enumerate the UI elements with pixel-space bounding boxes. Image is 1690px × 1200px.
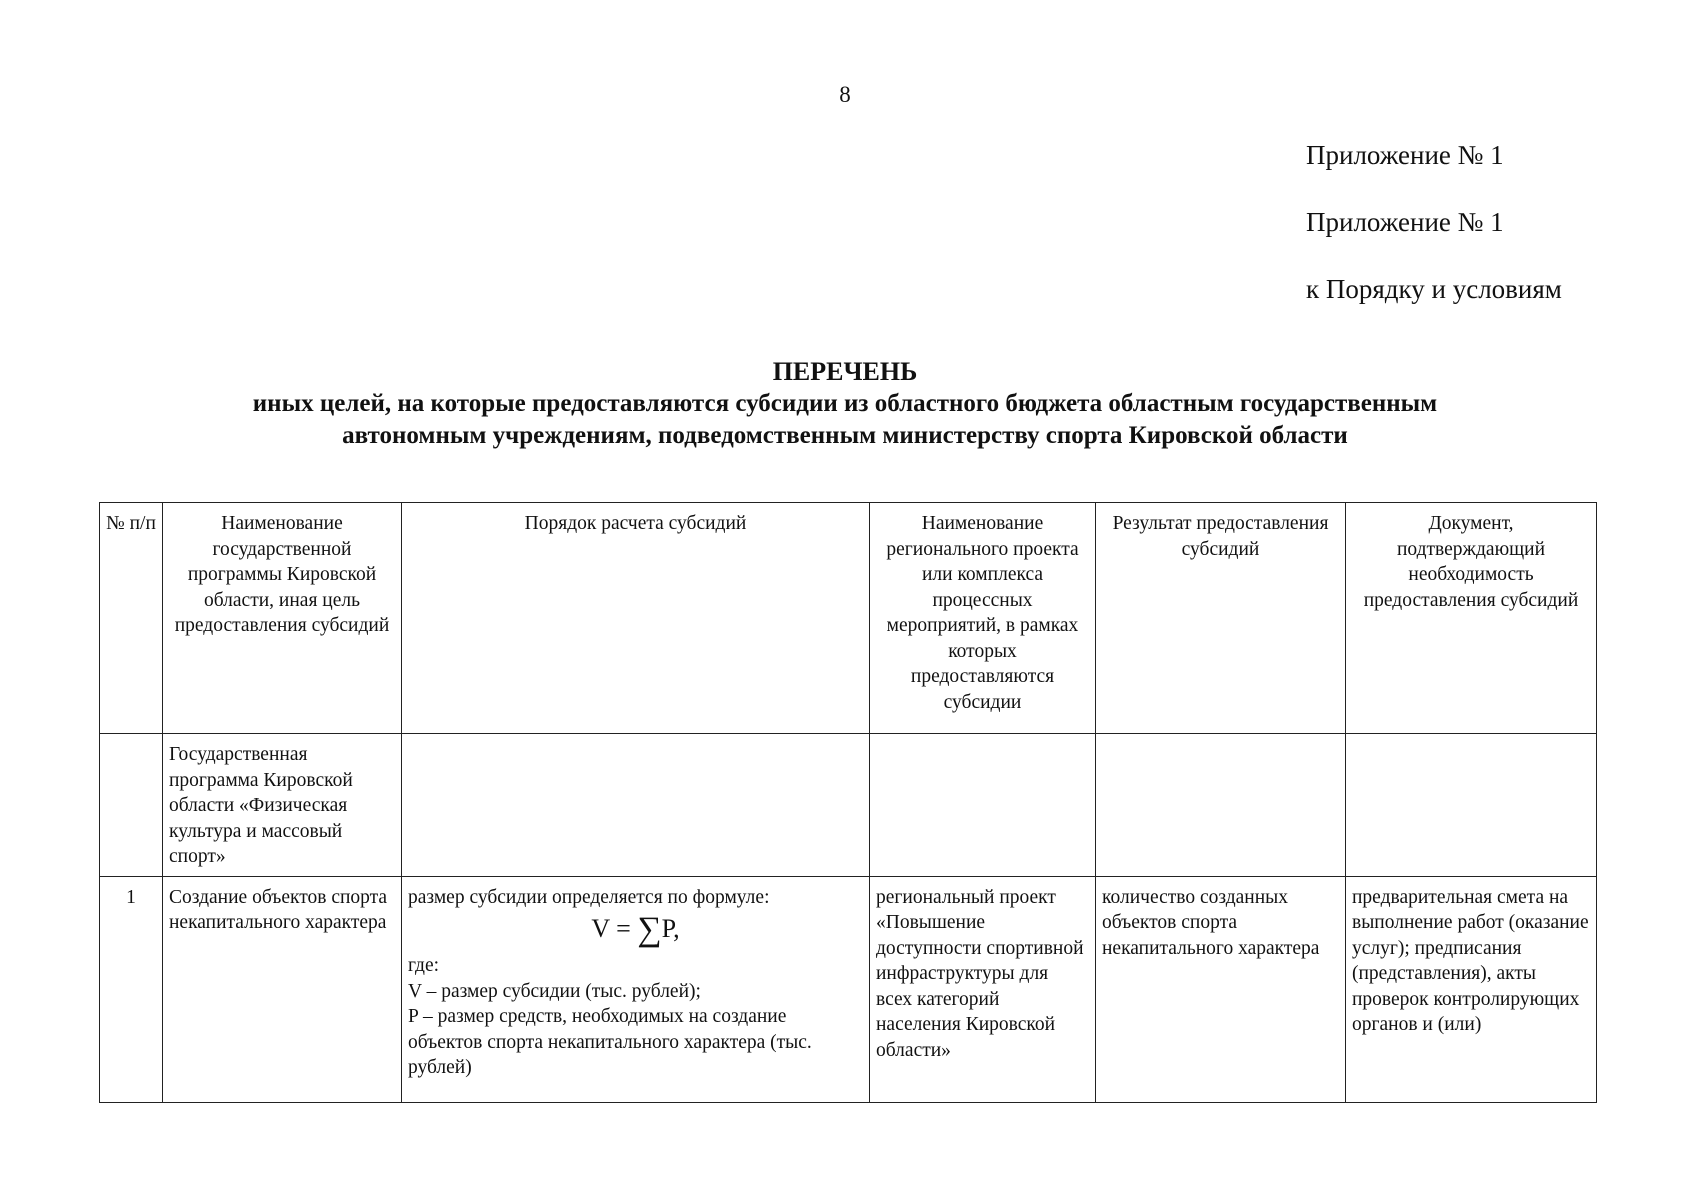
result-cell: количество созданных объектов спорта некапитального характера (1096, 876, 1346, 1102)
cell-empty (100, 734, 163, 877)
header-number: № п/п (100, 503, 163, 734)
document-title (0, 356, 1690, 452)
title-line-1: иных целей, на которые предоставляются субсидии из областного бюджета областным государственным (252, 390, 1438, 417)
table-row (100, 876, 1597, 1102)
table-row-program (100, 734, 1597, 877)
table-header-row (100, 503, 1597, 734)
where-label: где: (408, 955, 440, 976)
appendix-label-1: Приложение № 1 (1306, 140, 1504, 170)
cell-empty (870, 734, 1096, 877)
p-definition: P – размер средств, необходимых на создание объектов спорта некапитального характера (тыс. рублей) (408, 1006, 812, 1078)
header-calculation: Порядок расчета субсидий (402, 503, 870, 734)
appendix-label-2: Приложение № 1 (1306, 207, 1504, 237)
page-number: 8 (839, 82, 851, 107)
subsidy-goals-table (99, 502, 1597, 1103)
header-project: Наименование регионального проекта или комплекса процессных мероприятий, в рамках которых предоставляются субсидии (870, 503, 1096, 734)
header-result: Результат предоставления субсидий (1096, 503, 1346, 734)
cell-empty (1096, 734, 1346, 877)
row-number-cell: 1 (100, 876, 163, 1102)
calculation-intro: размер субсидии определяется по формуле: (408, 886, 770, 908)
formula-left: V = (591, 914, 638, 943)
formula-right: P, (661, 914, 680, 943)
sigma-symbol: ∑ (637, 911, 662, 948)
title-line-2: автономным учреждениям, подведомственным министерству спорта Кировской области (342, 422, 1348, 449)
project-cell: региональный проект «Повышение доступности спортивной инфраструктуры для всех категорий населения Кировской области» (870, 876, 1096, 1102)
title-main: ПЕРЕЧЕНЬ (772, 357, 918, 386)
cell-empty (1346, 734, 1597, 877)
document-cell: предварительная смета на выполнение работ (оказание услуг); предписания (представления), акты проверок контролирующих органов и (или) (1346, 876, 1597, 1102)
appendix-reference: к Порядку и условиям (1306, 274, 1562, 304)
goal-cell: Создание объектов спорта некапитального характера (163, 876, 402, 1102)
header-document: Документ, подтверждающий необходимость предоставления субсидий (1346, 503, 1597, 734)
calculation-cell (402, 876, 870, 1102)
formula (408, 912, 863, 947)
program-name-cell: Государственная программа Кировской области «Физическая культура и массовый спорт» (163, 734, 402, 877)
cell-empty (402, 734, 870, 877)
v-definition: V – размер субсидии (тыс. рублей); (408, 980, 701, 1002)
header-program: Наименование государственной программы Кировской области, иная цель предоставления субсидий (163, 503, 402, 734)
